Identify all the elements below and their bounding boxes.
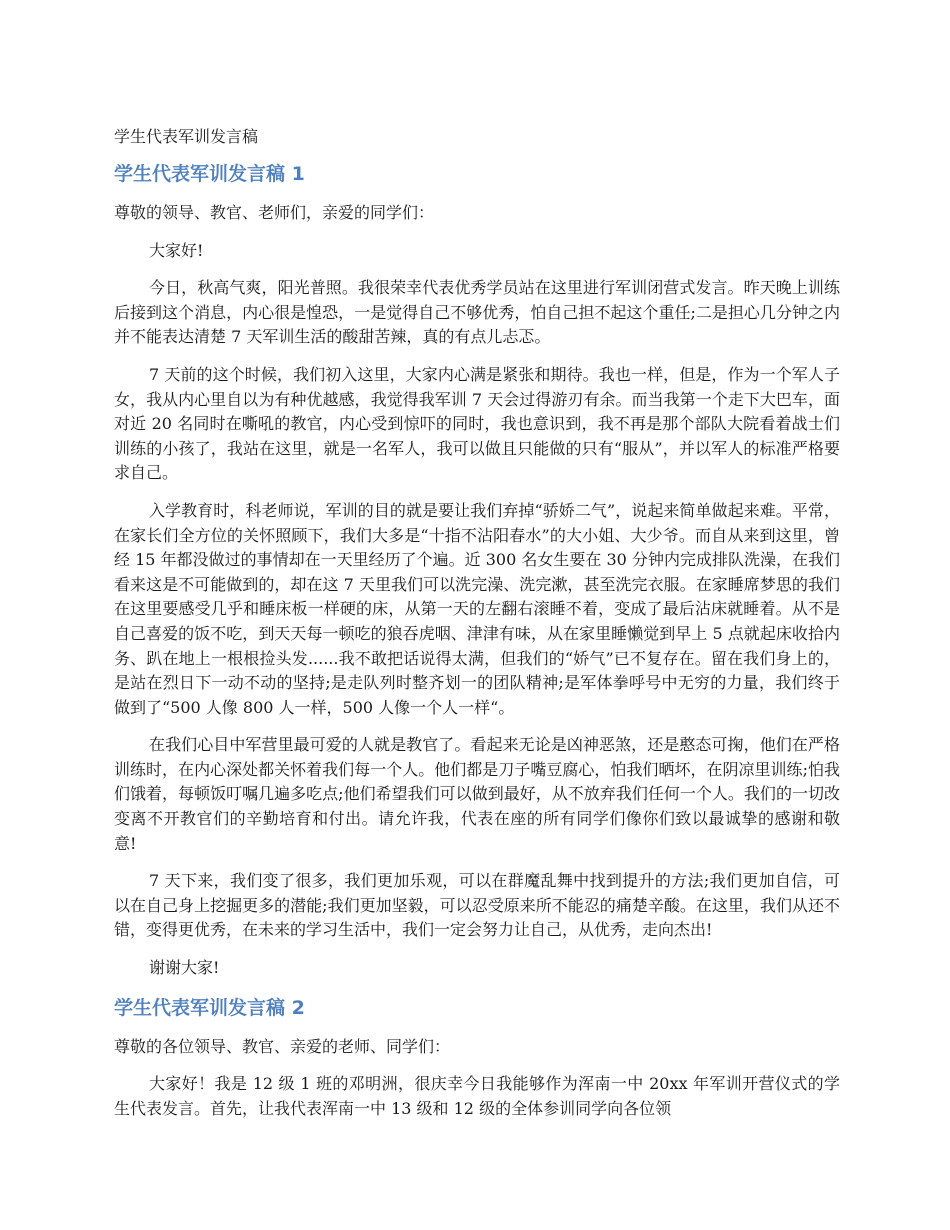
greeting-paragraph: 大家好!: [149, 240, 204, 260]
body-paragraph: 入学教育时，科老师说，军训的目的就是要让我们弃掉“骄娇二气”，说起来简单做起来难。平常，在家长们全方位的关怀照顾下，我们大多是“十指不沾阳春水”的大小姐、大少爷。而自从来到这里，曾经 15 年都没做过的事情却在一天里经历了个遍。近 300 名女生要在 30 分钟内完成排队洗澡，在我们看来这是不可能做到的，却在这 7 天里我们可以洗完澡、洗完漱，甚至洗完衣服。在家睡席梦思的我们在这里要感受几乎和睡床板一样硬的床，从第一天的左翻右滚睡不着，变成了最后沾床就睡着。从不是自己喜爱的饭不吃，到天天每一顿吃的狼吞虎咽、津津有味，从在家里睡懒觉到早上 5 点就起床收拾内务、趴在地上一根根捡头发......我不敢把话说得太满，但我们的“娇气”已不复存在。留在我们身上的，是站在烈日下一动不动的坚持;是走队列时整齐划一的团队精神;是军体拳呼号中无穷的力量，我们终于做到了“500 人像 800 人一样，500 人像一个人一样“。: [114, 500, 840, 717]
body-paragraph: 7 天前的这个时候，我们初入这里，大家内心满是紧张和期待。我也一样，但是，作为一个军人子女，我从内心里自以为有种优越感，我觉得我军训 7 天会过得游刃有余。而当我第一个走下大巴车，面对近 20 名同时在嘶吼的教官，内心受到惊吓的同时，我也意识到，我不再是那个部队大院看着战士们训练的小孩了，我站在这里，就是一名军人，我可以做且只能做的只有“服从”，并以军人的标准严格要求自己。: [114, 364, 840, 483]
body-paragraph: 7 天下来，我们变了很多，我们更加乐观，可以在群魔乱舞中找到提升的方法;我们更加自信，可以在自己身上挖掘更多的潜能;我们更加坚毅，可以忍受原来所不能忍的痛楚辛酸。在这里，我们从还不错，变得更优秀，在未来的学习生活中，我们一定会努力让自己，从优秀，走向杰出!: [114, 871, 840, 940]
salutation-paragraph: 尊敬的各位领导、教官、亲爱的老师、同学们：: [114, 1036, 451, 1056]
document-title: 学生代表军训发言稿: [114, 127, 259, 146]
closing-paragraph: 谢谢大家!: [149, 958, 220, 978]
section-1-heading: 学生代表军训发言稿 1: [114, 163, 305, 185]
body-paragraph: 在我们心目中军营里最可爱的人就是教官了。看起来无论是凶神恶煞，还是憨态可掬，他们在严格训练时，在内心深处都关怀着我们每一个人。他们都是刀子嘴豆腐心，怕我们晒坏，在阴凉里训练;怕我们饿着，每顿饭叮嘱几遍多吃点;他们希望我们可以做到最好，从不放弃我们任何一个人。我们的一切改变离不开教官们的辛勤培育和付出。请允许我，代表在座的所有同学们像你们致以最诚挚的感谢和敬意!: [114, 735, 840, 853]
document-body: [114, 124, 840, 1134]
section-2-heading: 学生代表军训发言稿 2: [114, 996, 305, 1019]
body-paragraph: 今日，秋高气爽，阳光普照。我很荣幸代表优秀学员站在这里进行军训闭营式发言。昨天晚上训练后接到这个消息，内心很是惶恐，一是觉得自己不够优秀，怕自己担不起这个重任;二是担心几分钟之内并不能表达清楚 7 天军训生活的酸甜苦辣，真的有点儿忐忑。: [114, 278, 840, 347]
body-paragraph: 大家好！我是 12 级 1 班的邓明洲，很庆幸今日我能够作为浑南一中 20xx 年军训开营仪式的学生代表发言。首先，让我代表浑南一中 13 级和 12 级的全体参训同学向各位领: [114, 1074, 840, 1118]
salutation-paragraph: 尊敬的领导、教官、老师们，亲爱的同学们：: [114, 203, 435, 222]
